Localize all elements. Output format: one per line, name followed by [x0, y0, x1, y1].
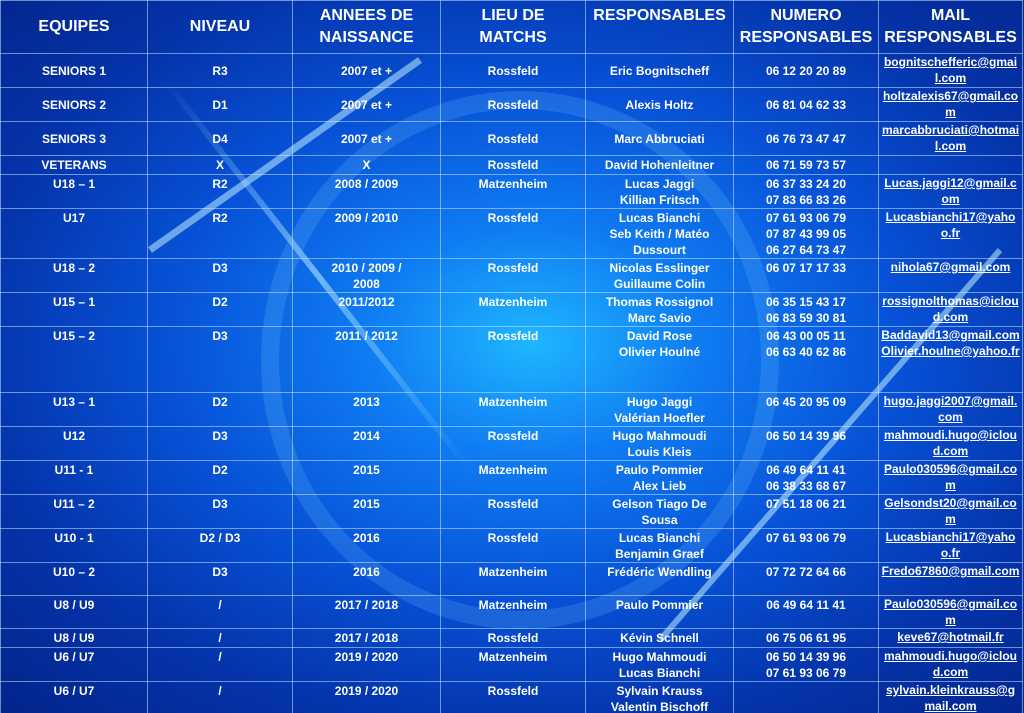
venue-cell: Matzenheim [441, 648, 586, 682]
team-cell: SENIORS 1 [1, 54, 148, 88]
venue-cell: Matzenheim [441, 596, 586, 629]
manager-line: Lucas Jaggi [624, 177, 695, 191]
phone-cell [734, 563, 879, 596]
team-cell: SENIORS 3 [1, 122, 148, 156]
manager-cell [586, 629, 734, 648]
phone-cell [734, 175, 879, 209]
email-cell[interactable] [879, 122, 1023, 156]
level-cell: D2 [148, 293, 293, 327]
email-line[interactable]: Fredo67860@gmail.com [881, 564, 1020, 578]
birth-years-line: X [362, 158, 371, 172]
email-line[interactable]: mahmoudi.hugo@icloud.com [883, 428, 1018, 458]
birth-years-cell [293, 427, 441, 461]
manager-line: Benjamin Graef [615, 547, 704, 561]
birth-years-cell [293, 495, 441, 529]
phone-line: 06 45 20 95 09 [765, 395, 847, 409]
phone-line: 06 27 64 73 47 [765, 243, 847, 257]
phone-line: 06 12 20 20 89 [765, 64, 847, 78]
team-cell: U11 - 1 [1, 461, 148, 495]
table-row [1, 529, 1023, 563]
manager-cell [586, 156, 734, 175]
header-row [1, 1, 1023, 54]
manager-line: Alexis Holtz [625, 98, 694, 112]
manager-line: Frédéric Wendling [607, 565, 712, 579]
email-cell[interactable] [879, 175, 1023, 209]
table-body [1, 54, 1023, 713]
manager-cell [586, 648, 734, 682]
level-cell: R2 [148, 175, 293, 209]
phone-cell [734, 156, 879, 175]
email-cell[interactable] [879, 327, 1023, 393]
manager-cell [586, 175, 734, 209]
manager-line: Seb Keith / Matéo [609, 227, 710, 241]
email-line[interactable]: Lucasbianchi17@yahoo.fr [885, 210, 1016, 240]
manager-line: Lucas Bianchi [618, 211, 701, 225]
manager-line: David Hohenleitner [604, 158, 715, 172]
manager-line: Marc Abbruciati [614, 132, 705, 146]
venue-cell: Rossfeld [441, 209, 586, 259]
email-line[interactable]: Gelsondst20@gmail.com [884, 496, 1017, 526]
level-cell: D3 [148, 495, 293, 529]
email-line[interactable]: holtzalexis67@gmail.com [882, 89, 1019, 119]
email-cell[interactable] [879, 156, 1023, 175]
birth-years-line: 2007 et + [340, 98, 393, 112]
header-equipes: EQUIPES [1, 1, 148, 54]
table-row [1, 122, 1023, 156]
header-niveau: NIVEAU [148, 1, 293, 54]
venue-cell: Matzenheim [441, 393, 586, 427]
table-row [1, 156, 1023, 175]
manager-cell [586, 209, 734, 259]
table-row [1, 461, 1023, 495]
phone-line: 06 37 33 24 20 [765, 177, 847, 191]
phone-cell [734, 596, 879, 629]
table-row [1, 327, 1023, 393]
team-cell: U8 / U9 [1, 629, 148, 648]
table-row [1, 563, 1023, 596]
phone-cell [734, 629, 879, 648]
manager-line: Alex Lieb [632, 479, 687, 493]
manager-line: Lucas Bianchi [618, 666, 701, 680]
manager-cell [586, 88, 734, 122]
level-cell: D4 [148, 122, 293, 156]
manager-line: Sousa [641, 513, 678, 527]
level-cell: X [148, 156, 293, 175]
manager-line: Marc Savio [627, 311, 692, 325]
birth-years-line: 2008 / 2009 [334, 177, 399, 191]
manager-line: David Rose [626, 329, 693, 343]
team-cell: U15 – 1 [1, 293, 148, 327]
level-cell: D3 [148, 327, 293, 393]
table-row [1, 393, 1023, 427]
email-cell[interactable] [879, 596, 1023, 629]
manager-line: Sylvain Krauss [616, 684, 703, 698]
birth-years-cell [293, 293, 441, 327]
table-row [1, 293, 1023, 327]
header-numero: NUMERO RESPONSABLES [734, 1, 879, 54]
birth-years-line: 2019 / 2020 [334, 684, 399, 698]
phone-cell [734, 209, 879, 259]
table-row [1, 495, 1023, 529]
phone-cell [734, 54, 879, 88]
email-line[interactable]: Lucasbianchi17@yahoo.fr [885, 530, 1016, 560]
birth-years-cell [293, 175, 441, 209]
venue-cell: Rossfeld [441, 122, 586, 156]
phone-line: 06 83 59 30 81 [765, 311, 847, 325]
table-row [1, 88, 1023, 122]
team-cell: U10 - 1 [1, 529, 148, 563]
team-cell: U11 – 2 [1, 495, 148, 529]
birth-years-cell [293, 596, 441, 629]
venue-cell: Matzenheim [441, 563, 586, 596]
email-cell[interactable] [879, 529, 1023, 563]
manager-cell [586, 427, 734, 461]
header-annees: ANNEES DE NAISSANCE [293, 1, 441, 54]
birth-years-cell [293, 682, 441, 713]
phone-cell [734, 461, 879, 495]
birth-years-line: 2007 et + [340, 132, 393, 146]
email-line[interactable]: rossignolthomas@icloud.com [882, 294, 1019, 324]
email-line[interactable]: bognitschefferic@gmail.com [883, 55, 1018, 85]
manager-line: Killian Fritsch [619, 193, 700, 207]
birth-years-line: 2017 / 2018 [334, 631, 399, 645]
birth-years-line: 2010 / 2009 / [331, 261, 402, 275]
level-cell: D2 [148, 461, 293, 495]
manager-line: Hugo Mahmoudi [612, 429, 707, 443]
phone-cell [734, 529, 879, 563]
level-cell: / [148, 682, 293, 713]
table-row [1, 209, 1023, 259]
email-line[interactable]: nihola67@gmail.com [890, 260, 1011, 274]
team-cell: U8 / U9 [1, 596, 148, 629]
birth-years-line: 2013 [353, 395, 380, 409]
birth-years-line: 2007 et + [340, 64, 393, 78]
manager-line: Dussourt [633, 243, 686, 257]
email-cell[interactable] [879, 648, 1023, 682]
manager-line: Hugo Mahmoudi [612, 650, 707, 664]
level-cell: / [148, 648, 293, 682]
email-cell[interactable] [879, 563, 1023, 596]
phone-cell [734, 648, 879, 682]
level-cell: D3 [148, 259, 293, 293]
header-responsables: RESPONSABLES [586, 1, 734, 54]
table-row [1, 54, 1023, 88]
phone-line: 07 61 93 06 79 [765, 531, 847, 545]
team-cell: SENIORS 2 [1, 88, 148, 122]
venue-cell: Rossfeld [441, 327, 586, 393]
email-cell[interactable] [879, 461, 1023, 495]
manager-cell [586, 293, 734, 327]
phone-cell [734, 327, 879, 393]
table-row [1, 596, 1023, 629]
phone-line: 06 63 40 62 86 [765, 345, 847, 359]
venue-cell: Rossfeld [441, 427, 586, 461]
email-line[interactable]: sylvain.kleinkrauss@gmail.com [885, 683, 1016, 713]
level-cell: D3 [148, 427, 293, 461]
venue-cell: Rossfeld [441, 495, 586, 529]
phone-cell [734, 293, 879, 327]
venue-cell: Rossfeld [441, 259, 586, 293]
level-cell: R3 [148, 54, 293, 88]
birth-years-line: 2009 / 2010 [334, 211, 399, 225]
manager-line: Lucas Bianchi [618, 531, 701, 545]
phone-cell [734, 495, 879, 529]
phone-cell [734, 393, 879, 427]
birth-years-line: 2016 [353, 531, 380, 545]
manager-line: Paulo Pommier [615, 463, 704, 477]
email-line[interactable]: hugo.jaggi2007@gmail.com [883, 394, 1018, 424]
manager-line: Paulo Pommier [615, 598, 704, 612]
email-line[interactable]: Paulo030596@gmail.com [883, 462, 1018, 492]
level-cell: D2 [148, 393, 293, 427]
manager-cell [586, 122, 734, 156]
birth-years-line: 2011/2012 [338, 295, 395, 309]
birth-years-cell [293, 209, 441, 259]
manager-line: Olivier Houlné [618, 345, 701, 359]
manager-line: Louis Kleis [627, 445, 692, 459]
birth-years-line: 2011 / 2012 [335, 329, 398, 343]
phone-cell [734, 259, 879, 293]
email-cell[interactable] [879, 54, 1023, 88]
phone-line: 06 76 73 47 47 [765, 132, 847, 146]
table-row [1, 629, 1023, 648]
manager-line: Gelson Tiago De [612, 497, 707, 511]
manager-cell [586, 327, 734, 393]
manager-line: Valérian Hoefler [614, 411, 705, 425]
birth-years-line: 2015 [353, 497, 380, 511]
venue-cell: Rossfeld [441, 88, 586, 122]
header-lieu: LIEU DE MATCHS [441, 1, 586, 54]
email-line[interactable]: Olivier.houlne@yahoo.fr [881, 344, 1020, 358]
team-cell: U18 – 1 [1, 175, 148, 209]
manager-line: Hugo Jaggi [626, 395, 693, 409]
email-line[interactable]: keve67@hotmail.fr [897, 630, 1004, 644]
team-cell: VETERANS [1, 156, 148, 175]
birth-years-cell [293, 156, 441, 175]
birth-years-cell [293, 122, 441, 156]
venue-cell: Matzenheim [441, 175, 586, 209]
team-cell: U10 – 2 [1, 563, 148, 596]
birth-years-cell [293, 529, 441, 563]
table-row [1, 648, 1023, 682]
email-cell[interactable] [879, 293, 1023, 327]
phone-line: 06 49 64 11 41 [766, 598, 846, 612]
manager-cell [586, 495, 734, 529]
birth-years-cell [293, 327, 441, 393]
team-cell: U17 [1, 209, 148, 259]
manager-cell [586, 563, 734, 596]
manager-line: Thomas Rossignol [605, 295, 714, 309]
phone-line: 06 81 04 62 33 [765, 98, 847, 112]
phone-line: 06 07 17 17 33 [765, 261, 847, 275]
email-cell[interactable] [879, 393, 1023, 427]
email-cell[interactable] [879, 495, 1023, 529]
email-line[interactable]: Paulo030596@gmail.com [883, 597, 1018, 627]
level-cell: D2 / D3 [148, 529, 293, 563]
phone-line: 06 71 59 73 57 [765, 158, 847, 172]
birth-years-line: 2017 / 2018 [334, 598, 399, 612]
manager-cell [586, 682, 734, 713]
phone-line: 06 43 00 05 11 [766, 329, 846, 343]
birth-years-cell [293, 461, 441, 495]
phone-line: 06 50 14 39 96 [765, 650, 847, 664]
header-mail: MAIL RESPONSABLES [879, 1, 1023, 54]
birth-years-cell [293, 563, 441, 596]
manager-cell [586, 393, 734, 427]
team-cell: U6 / U7 [1, 648, 148, 682]
birth-years-cell [293, 259, 441, 293]
manager-cell [586, 461, 734, 495]
phone-line: 06 49 64 11 41 [766, 463, 846, 477]
birth-years-cell [293, 88, 441, 122]
manager-line: Kévin Schnell [620, 631, 699, 645]
email-cell[interactable] [879, 88, 1023, 122]
email-cell[interactable] [879, 682, 1023, 713]
level-cell: D3 [148, 563, 293, 596]
venue-cell: Rossfeld [441, 682, 586, 713]
venue-cell: Rossfeld [441, 529, 586, 563]
manager-cell [586, 596, 734, 629]
manager-cell [586, 54, 734, 88]
team-cell: U12 [1, 427, 148, 461]
team-cell: U13 – 1 [1, 393, 148, 427]
phone-line: 07 61 93 06 79 [765, 666, 847, 680]
venue-cell: Rossfeld [441, 54, 586, 88]
level-cell: / [148, 596, 293, 629]
email-cell[interactable] [879, 629, 1023, 648]
venue-cell: Rossfeld [441, 156, 586, 175]
manager-cell [586, 529, 734, 563]
email-line[interactable]: mahmoudi.hugo@icloud.com [883, 649, 1018, 679]
manager-line: Guillaume Colin [613, 277, 706, 291]
phone-line: 06 38 33 68 67 [765, 479, 847, 493]
birth-years-line: 2014 [353, 429, 380, 443]
team-cell: U6 / U7 [1, 682, 148, 713]
birth-years-cell [293, 54, 441, 88]
table-row [1, 427, 1023, 461]
level-cell: / [148, 629, 293, 648]
email-line[interactable]: marcabbruciati@hotmail.com [881, 123, 1020, 153]
birth-years-cell [293, 393, 441, 427]
phone-cell [734, 682, 879, 713]
venue-cell: Rossfeld [441, 629, 586, 648]
phone-cell [734, 122, 879, 156]
email-cell[interactable] [879, 209, 1023, 259]
venue-cell: Matzenheim [441, 293, 586, 327]
level-cell: D1 [148, 88, 293, 122]
email-cell[interactable] [879, 427, 1023, 461]
table-row [1, 682, 1023, 713]
phone-cell [734, 88, 879, 122]
email-line[interactable]: Baddavid13@gmail.com [881, 328, 1020, 342]
phone-line: 07 72 72 64 66 [765, 565, 847, 579]
table-row [1, 259, 1023, 293]
email-cell[interactable] [879, 259, 1023, 293]
phone-line: 07 87 43 99 05 [765, 227, 847, 241]
phone-line: 06 35 15 43 17 [765, 295, 847, 309]
phone-line: 07 51 18 06 21 [765, 497, 847, 511]
phone-line: 06 75 06 61 95 [765, 631, 847, 645]
phone-cell [734, 427, 879, 461]
birth-years-cell [293, 629, 441, 648]
team-cell: U18 – 2 [1, 259, 148, 293]
birth-years-line: 2015 [353, 463, 380, 477]
birth-years-line: 2016 [353, 565, 380, 579]
manager-line: Eric Bognitscheff [609, 64, 710, 78]
team-cell: U15 – 2 [1, 327, 148, 393]
birth-years-cell [293, 648, 441, 682]
birth-years-line: 2019 / 2020 [334, 650, 399, 664]
manager-line: Nicolas Esslinger [609, 261, 710, 275]
phone-line: 07 61 93 06 79 [765, 211, 847, 225]
phone-line: 07 83 66 83 26 [765, 193, 847, 207]
venue-cell: Matzenheim [441, 461, 586, 495]
phone-line: 06 50 14 39 96 [765, 429, 847, 443]
manager-cell [586, 259, 734, 293]
email-line[interactable]: Lucas.jaggi12@gmail.com [884, 176, 1017, 206]
birth-years-line: 2008 [353, 277, 380, 291]
level-cell: R2 [148, 209, 293, 259]
manager-line: Valentin Bischoff [610, 700, 709, 713]
table-row [1, 175, 1023, 209]
